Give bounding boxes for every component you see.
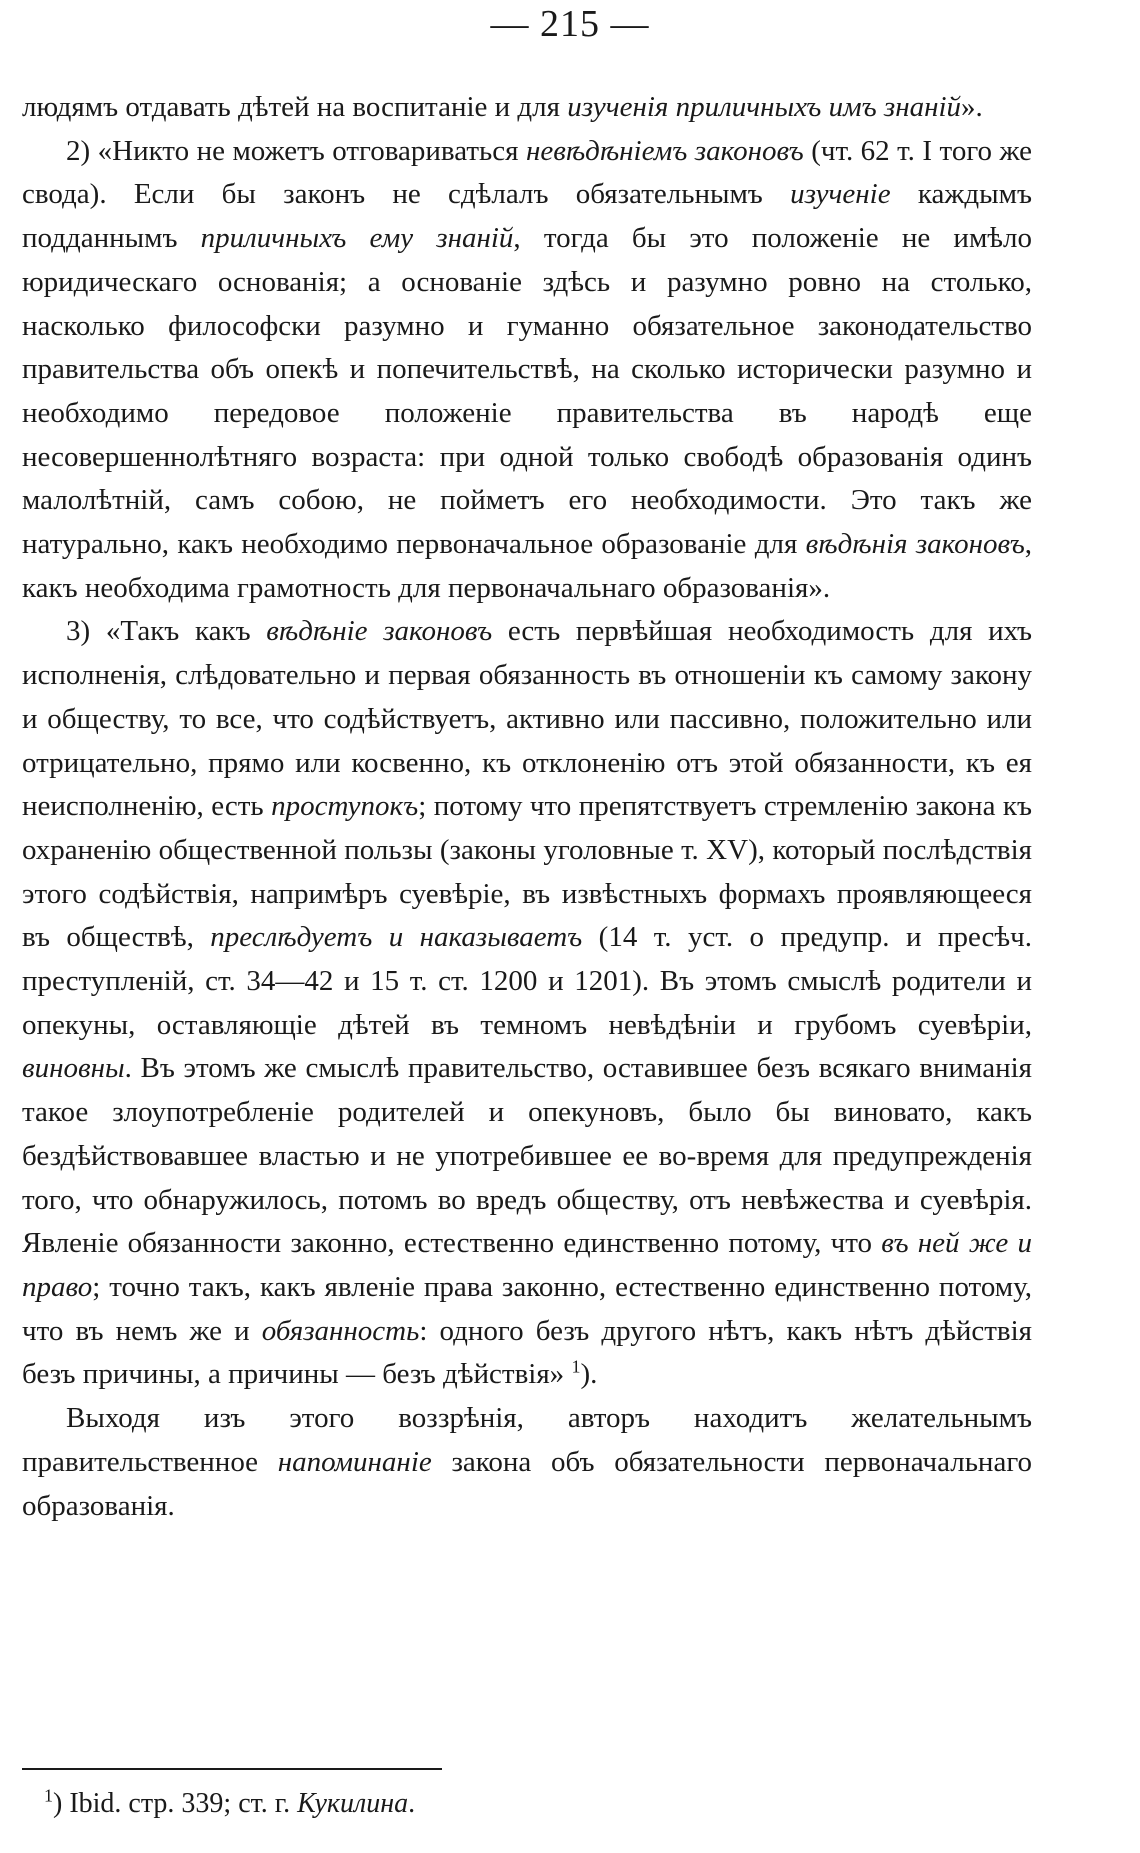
paragraph-conclusion [22, 1397, 1032, 1528]
text-run: : одного безъ другого нѣтъ, какъ нѣтъ дѣйствія безъ причины, а причины — безъ дѣйствія» [22, 1314, 1032, 1391]
italic-phrase: вѣдѣніе законовъ [266, 615, 493, 648]
footnote-reference: 1 [571, 1356, 581, 1377]
italic-phrase: обязанность [261, 1314, 420, 1347]
text-run: 2) «Никто не можетъ отговариваться [66, 134, 526, 167]
text-run: ; потому что препятствуетъ стремленію закона къ охраненію общественной пользы (законы уголовные т. XV), который послѣдствія этого содѣйствія, напримѣръ суевѣріе, въ извѣстныхъ формахъ проявляющееся въ обществѣ, [22, 790, 1032, 954]
italic-phrase: виновны [22, 1052, 125, 1085]
italic-phrase: изученіе [790, 178, 891, 211]
footnote-divider [22, 1768, 442, 1770]
text-run: . Въ этомъ же смыслѣ правительство, оставившее безъ всякаго вниманія такое злоупотребленіе родителей и опекуновъ, было бы виновато, какъ бездѣйствовавшее властью и не употребившее ее во-время для предупрежденія того, что обнаружилось, потомъ во вредъ обществу, отъ невѣжества и суевѣрія. Явленіе обязанности законно, естественно единственно потому, что [22, 1052, 1032, 1260]
italic-phrase: изученія приличныхъ имъ знаній [567, 91, 962, 123]
text-run: (чт. 62 т. I того же свода). Если бы законъ не сдѣлалъ обязательнымъ [22, 134, 1033, 211]
text-run: (14 т. уст. о предупр. и пресѣч. преступленій, ст. 34—42 и 15 т. ст. 1200 и 1201). Въ этомъ смыслѣ родители и опекуны, оставляющіе дѣтей въ темномъ невѣдѣніи и грубомъ суевѣріи, [22, 921, 1032, 1041]
italic-phrase: Кукилина [297, 1788, 409, 1819]
italic-phrase: проступокъ [271, 790, 419, 823]
body-text [22, 86, 1032, 1528]
text-run: 3) «Такъ какъ [66, 615, 267, 648]
text-run: есть первѣйшая необходимость для ихъ исполненія, слѣдовательно и первая обязанность въ отношеніи къ самому закону и обществу, то все, что содѣйствуетъ, активно или пассивно, положительно или отрицательно, прямо или косвенно, къ отклоненію отъ этой обязанности, къ ея неисполненію, есть [22, 615, 1033, 823]
text-run: ». [961, 91, 983, 123]
italic-phrase: вѣдѣнія законовъ [805, 528, 1025, 561]
italic-phrase: преслѣдуетъ и наказываетъ [210, 921, 583, 954]
paragraph-3 [22, 610, 1032, 1397]
italic-phrase: въ ней же и право [22, 1227, 1032, 1303]
page-number: — 215 — [490, 3, 650, 45]
text-run: . [408, 1788, 416, 1819]
paragraph-continuation [22, 86, 1032, 130]
text-run: каждымъ подданнымъ [22, 178, 1032, 255]
footnote [44, 1787, 944, 1821]
italic-phrase: напоминаніе [277, 1445, 432, 1478]
text-run: закона объ обязательности первоначальнаго образованія. [22, 1445, 1032, 1522]
paragraph-2 [22, 130, 1032, 611]
footnote-marker: 1 [44, 1785, 53, 1806]
text-run: Выходя изъ этого воззрѣнія, авторъ находитъ желательнымъ правительственное [22, 1402, 1032, 1478]
text-run: ; точно такъ, какъ явленіе права законно, естественно единственно потому, что въ немъ же и [22, 1270, 1032, 1347]
text-run: ) Ibid. стр. 339; ст. г. [53, 1788, 298, 1819]
text-run: , какъ необходима грамотность для первоначальнаго образованія». [22, 528, 1032, 604]
text-run: ). [580, 1358, 598, 1391]
italic-phrase: невѣдѣніемъ законовъ [525, 134, 804, 167]
text-run: , тогда бы это положеніе не имѣло юридическаго основанія; а основаніе здѣсь и разумно ровно на столько, насколько философски разумно и гуманно обязательное законодательство правительства объ опекѣ и попечительствѣ, на сколько исторически разумно и необходимо передовое положеніе правительства въ народѣ еще несовершеннолѣтняго возраста: при одной только свободѣ образованія одинъ малолѣтній, самъ собою, не пойметъ его необходимости. Это такъ же натурально, какъ необходимо первоначальное образованіе для [22, 222, 1033, 561]
italic-phrase: приличныхъ ему знаній [200, 222, 514, 255]
text-run: людямъ отдавать дѣтей на воспитаніе и для [22, 91, 568, 123]
footnote-text [53, 1788, 415, 1819]
